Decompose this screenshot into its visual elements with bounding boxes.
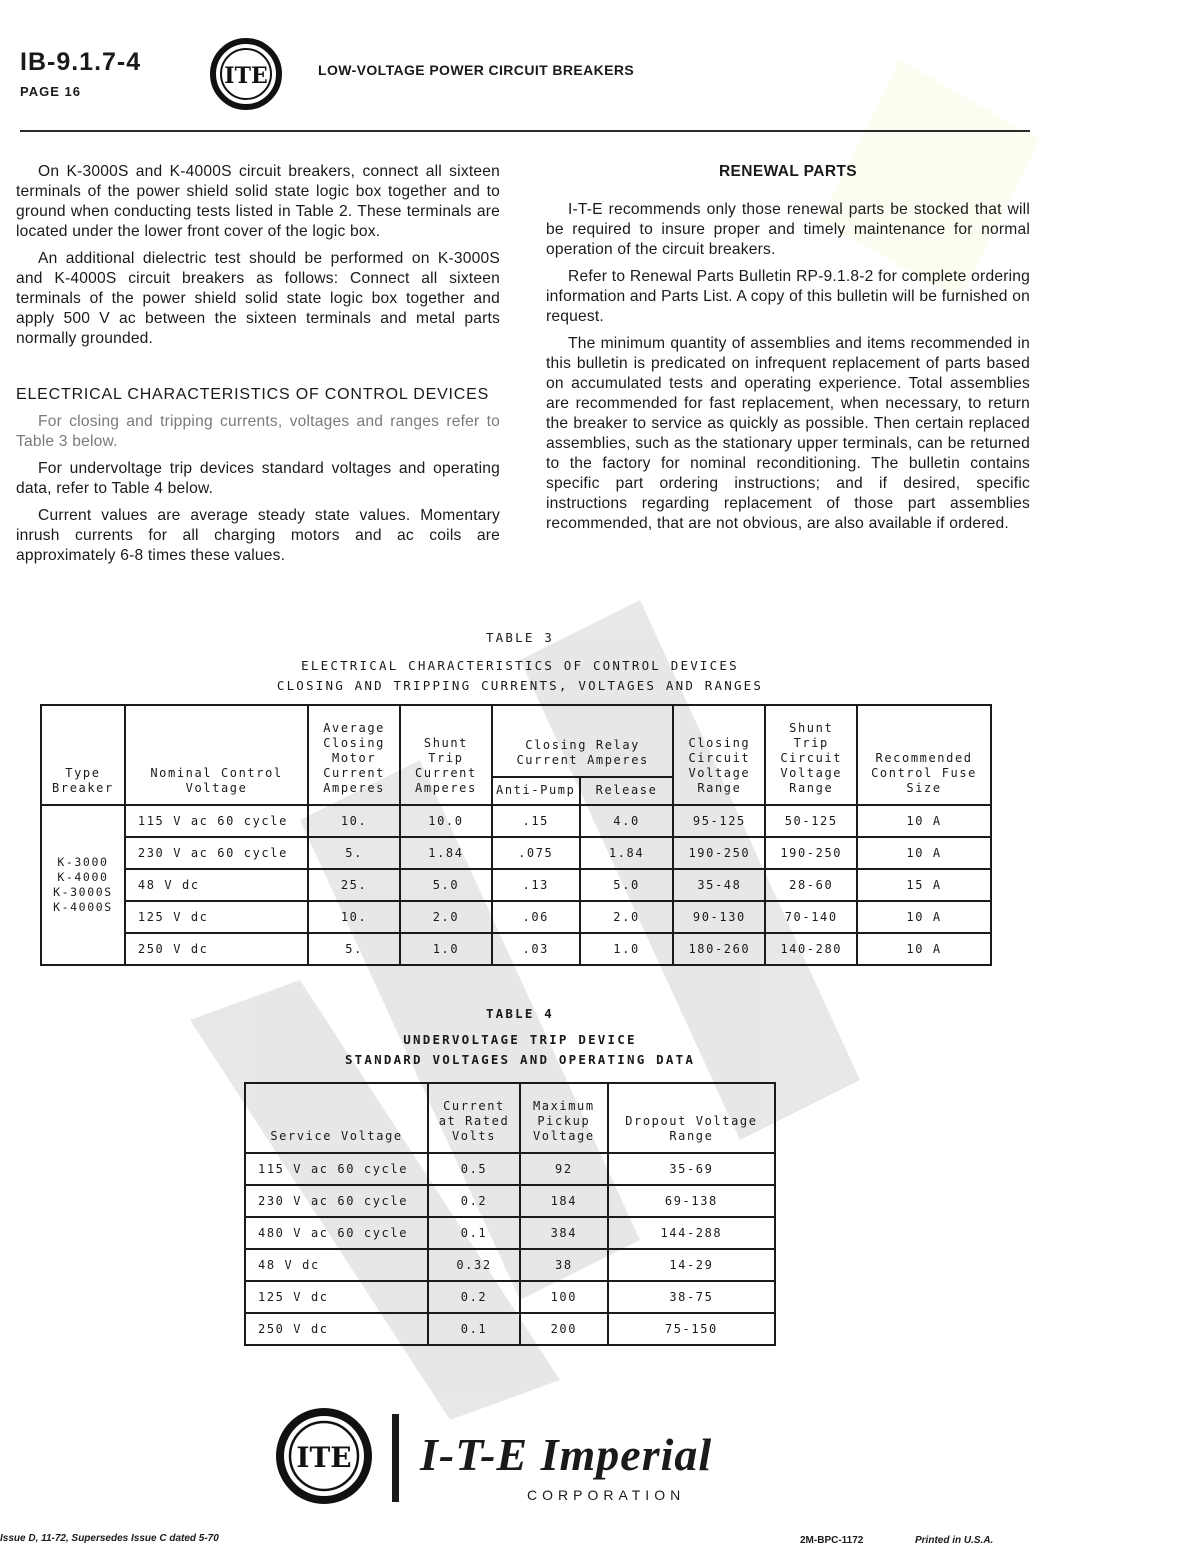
page-number: PAGE 16 (20, 84, 81, 99)
table-row: 250 V dc 5. 1.0 .03 1.0 180-260 140-280 10 A (41, 933, 991, 965)
table-row: 250 V dc 0.1 200 75-150 (245, 1313, 775, 1345)
table4-header-service: Service Voltage (245, 1083, 428, 1153)
table-row: K-3000 K-4000 K-3000S K-4000S 115 V ac 60 cycle 10. 10.0 .15 4.0 95-125 50-125 10 A (41, 805, 991, 837)
table3-header-closing-range: Closing Circuit Voltage Range (673, 705, 765, 805)
header-divider (20, 130, 1030, 132)
issue-note: Issue D, 11-72, Supersedes Issue C dated 5-70 (0, 1533, 219, 1544)
table3-header-shunt-range: Shunt Trip Circuit Voltage Range (765, 705, 857, 805)
ite-logo-icon (210, 38, 282, 110)
left-paragraph-3: For closing and tripping currents, voltages and ranges refer to Table 3 below. (16, 413, 500, 450)
ite-footer-logo-icon (276, 1408, 372, 1504)
electrical-characteristics-heading: ELECTRICAL CHARACTERISTICS OF CONTROL DEVICES (16, 386, 490, 403)
company-subtitle: CORPORATION (527, 1487, 686, 1503)
table4 (244, 1082, 776, 1346)
table4-header-current: Current at Rated Volts (428, 1083, 520, 1153)
table3-header-type: Type Breaker (41, 705, 125, 805)
left-paragraph-4: For undervoltage trip devices standard voltages and operating data, refer to Table 4 below. (16, 460, 500, 497)
printed-in: Printed in U.S.A. (915, 1535, 994, 1546)
table-row: 480 V ac 60 cycle 0.1 384 144-288 (245, 1217, 775, 1249)
table3-header-voltage: Nominal Control Voltage (125, 705, 308, 805)
table4-header-pickup: Maximum Pickup Voltage (520, 1083, 608, 1153)
table3 (40, 704, 992, 966)
ite-logo-text: ITE (224, 63, 268, 89)
left-paragraph-5: Current values are average steady state values. Momentary inrush currents for all charging motors and ac coils are approximately 6-8 times these values. (16, 507, 500, 564)
left-column (16, 162, 500, 573)
table3-header-shunt: Shunt Trip Current Amperes (400, 705, 492, 805)
table-row: 230 V ac 60 cycle 5. 1.84 .075 1.84 190-250 190-250 10 A (41, 837, 991, 869)
company-name: I-T-E Imperial (420, 1429, 713, 1480)
table-row: 230 V ac 60 cycle 0.2 184 69-138 (245, 1185, 775, 1217)
table3-header-motor: Average Closing Motor Current Amperes (308, 705, 400, 805)
table-row: 125 V dc 0.2 100 38-75 (245, 1281, 775, 1313)
table-row: 125 V dc 10. 2.0 .06 2.0 90-130 70-140 10 A (41, 901, 991, 933)
right-paragraph-2: Refer to Renewal Parts Bulletin RP-9.1.8-2 for complete ordering information and Parts List. A copy of this bulletin will be furnished on request. (546, 268, 1030, 325)
right-column (546, 162, 1030, 541)
table-row: 115 V ac 60 cycle 0.5 92 35-69 (245, 1153, 775, 1185)
table4-title: UNDERVOLTAGE TRIP DEVICE (403, 1032, 637, 1047)
table-row: 48 V dc 25. 5.0 .13 5.0 35-48 28-60 15 A (41, 869, 991, 901)
table3-header-release: Release (580, 777, 674, 805)
table3-subtitle: CLOSING AND TRIPPING CURRENTS, VOLTAGES AND RANGES (276, 678, 764, 693)
right-paragraph-3: The minimum quantity of assemblies and items recommended in this bulletin is predicated on infrequent replacement of parts based on accumulated tests and operating experience. Total assemblies are recommended for fast replacement, when necessary, to return the breaker to service as quickly as possible. Then certain replaced assemblies, such as the stationary upper terminals, can be returned to the factory for nominal reconditioning. The bulletin contains specific part ordering instructions; and if desired, specific instructions regarding replacement of those part assemblies recommended, that are not obvious, are also available if ordered. (546, 335, 1030, 532)
table3-breaker-types: K-3000 K-4000 K-3000S K-4000S (41, 805, 125, 965)
ite-footer-logo-text: ITE (296, 1441, 352, 1474)
table4-header-dropout: Dropout Voltage Range (608, 1083, 775, 1153)
footer-logo-divider (392, 1414, 399, 1502)
table4-label: TABLE 4 (485, 1006, 555, 1021)
table4-subtitle: STANDARD VOLTAGES AND OPERATING DATA (344, 1052, 696, 1067)
table3-label: TABLE 3 (485, 630, 555, 645)
table3-header-anti-pump: Anti-Pump (492, 777, 580, 805)
left-paragraph-1: On K-3000S and K-4000S circuit breakers, connect all sixteen terminals of the power shield solid state logic box together and to ground when conducting tests listed in Table 2. These terminals are located under the lower front cover of the logic box. (16, 163, 500, 240)
form-code: 2M-BPC-1172 (800, 1535, 864, 1546)
document-number: IB-9.1.7-4 (20, 48, 142, 76)
table3-title: ELECTRICAL CHARACTERISTICS OF CONTROL DEVICES (301, 658, 739, 673)
header-title: LOW-VOLTAGE POWER CIRCUIT BREAKERS (318, 62, 635, 78)
renewal-parts-heading: RENEWAL PARTS (718, 163, 858, 180)
left-paragraph-2: An additional dielectric test should be performed on K-3000S and K-4000S circuit breakers as follows: Connect all sixteen terminals of the power shield solid state logic box together and apply 500 V ac between the sixteen terminals and metal parts normally grounded. (16, 250, 500, 347)
table3-header-fuse: Recommended Control Fuse Size (857, 705, 991, 805)
table-row: 48 V dc 0.32 38 14-29 (245, 1249, 775, 1281)
right-paragraph-1: I-T-E recommends only those renewal parts be stocked that will be required to insure proper and timely maintenance for normal operation of the circuit breakers. (546, 201, 1030, 258)
table3-header-relay: Closing Relay Current Amperes (492, 705, 674, 777)
